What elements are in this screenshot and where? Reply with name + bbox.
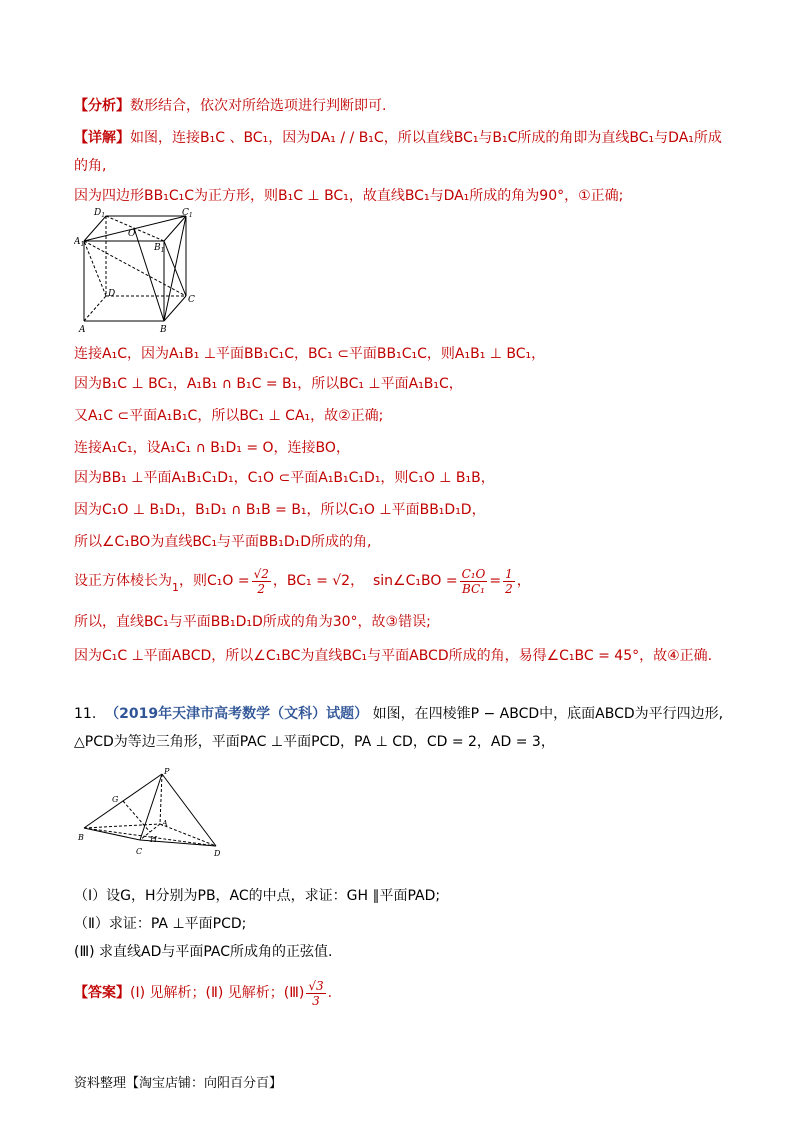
label-A: A bbox=[79, 325, 86, 335]
label-P: P bbox=[164, 767, 170, 776]
analysis-text: 数形结合，依次对所给选项进行判断即可. bbox=[130, 98, 387, 114]
detail-line-12: 所以，直线BC₁与平面BB₁D₁D所成的角为30°，故③错误; bbox=[74, 614, 431, 630]
answer-line bbox=[74, 976, 734, 1010]
question-3: (Ⅲ) 求直线AD与平面PAC所成角的正弦值. bbox=[74, 944, 333, 960]
detail-text-11b: 1 bbox=[172, 581, 179, 594]
label-O: O bbox=[128, 229, 136, 239]
fraction-sqrt2-over-2: $\frac{√2}{2}$ bbox=[253, 566, 269, 596]
label-D-pyr: D bbox=[214, 849, 221, 858]
detail-tag: 【详解】 bbox=[74, 130, 130, 146]
detail-text-11c: ，则C₁O = bbox=[179, 573, 250, 589]
detail-text-11a: 设正方体棱长为 bbox=[74, 573, 172, 589]
detail-text-1: 如图，连接B₁C 、BC₁，因为DA₁ / / B₁C，所以直线BC₁与B₁C所成的角即为直线BC₁与DA₁所成 bbox=[130, 130, 722, 146]
detail-text-11e: sin∠C₁BO = bbox=[373, 573, 458, 589]
problem-source: （2019年天津市高考数学（文科）试题） bbox=[105, 706, 369, 722]
analysis-tag: 【分析】 bbox=[74, 98, 130, 114]
problem-line-2: △PCD为等边三角形，平面PAC ⊥平面PCD，PA ⊥ CD，CD = 2，AD = 3， bbox=[74, 734, 555, 750]
analysis-line bbox=[74, 96, 734, 116]
label-C1: $C_1$ bbox=[182, 208, 193, 219]
detail-line-7: 连接A₁C₁，设A₁C₁ ∩ B₁D₁ = O，连接BO， bbox=[74, 440, 350, 456]
label-D1: $D_1$ bbox=[94, 208, 106, 219]
footer: 资料整理【淘宝店铺：向阳百分百】 bbox=[74, 1076, 283, 1091]
problem-number: 11. bbox=[74, 706, 97, 722]
label-D: D bbox=[108, 289, 116, 299]
label-H: H bbox=[150, 835, 157, 844]
detail-text-11g: ， bbox=[516, 573, 531, 589]
label-C: C bbox=[188, 295, 195, 305]
detail-text-11d: ，BC₁ = √2， bbox=[272, 573, 365, 589]
detail-line-3: 因为四边形BB₁C₁C为正方形，则B₁C ⊥ BC₁，故直线BC₁与DA₁所成的角为90°，①正确; bbox=[74, 188, 624, 204]
label-C-pyr: C bbox=[136, 847, 143, 856]
detail-line-5: 因为B₁C ⊥ BC₁，A₁B₁ ∩ B₁C = B₁，所以BC₁ ⊥平面A₁B₁C， bbox=[74, 376, 463, 392]
detail-line-11 bbox=[74, 566, 734, 603]
question-2: （Ⅱ）求证：PA ⊥平面PCD; bbox=[74, 916, 247, 932]
detail-line-6: 又A₁C ⊂平面A₁B₁C，所以BC₁ ⊥ CA₁，故②正确; bbox=[74, 408, 384, 424]
answer-text: (Ⅰ) 见解析；(Ⅱ) 见解析；(Ⅲ) bbox=[130, 985, 305, 1001]
answer-end: . bbox=[327, 985, 333, 1001]
detail-line-4: 连接A₁C，因为A₁B₁ ⊥平面BB₁C₁C，BC₁ ⊂平面BB₁C₁C，则A₁B₁ ⊥ BC₁， bbox=[74, 346, 546, 362]
label-A-pyr: A bbox=[162, 819, 168, 828]
detail-line-10: 所以∠C₁BO为直线BC₁与平面BB₁D₁D所成的角, bbox=[74, 534, 372, 550]
answer-tag: 【答案】 bbox=[74, 985, 130, 1001]
label-G: G bbox=[112, 795, 119, 804]
label-B: B bbox=[160, 325, 167, 335]
fraction-1-over-2: $\frac{1}{2}$ bbox=[505, 566, 513, 596]
answer-fraction: $\frac{√3}{3}$ bbox=[308, 978, 324, 1008]
fraction-c1o-over-bc1: $\frac{\text{C₁O}}{\text{BC₁}}$ bbox=[461, 566, 486, 596]
detail-line-8: 因为BB₁ ⊥平面A₁B₁C₁D₁，C₁O ⊂平面A₁B₁C₁D₁，则C₁O ⊥ B₁B， bbox=[74, 470, 495, 486]
label-B1: $B_1$ bbox=[154, 243, 165, 254]
detail-line-9: 因为C₁O ⊥ B₁D₁，B₁D₁ ∩ B₁B = B₁，所以C₁O ⊥平面BB₁D₁D， bbox=[74, 502, 486, 518]
detail-line-1 bbox=[74, 128, 734, 148]
detail-line-2: 的角, bbox=[74, 158, 107, 174]
detail-text-11f: = bbox=[489, 573, 502, 589]
problem-line-1 bbox=[74, 704, 734, 724]
detail-line-13: 因为C₁C ⊥平面ABCD，所以∠C₁BC为直线BC₁与平面ABCD所成的角，易得∠C₁BC = 45°，故④正确. bbox=[74, 648, 713, 664]
problem-text-1: 如图，在四棱锥P − ABCD中，底面ABCD为平行四边形, bbox=[372, 706, 724, 722]
pyramid-figure bbox=[74, 764, 234, 864]
question-1: （Ⅰ）设G，H分别为PB，AC的中点，求证：GH ∥平面PAD; bbox=[74, 888, 441, 904]
cube-figure bbox=[74, 206, 204, 336]
label-A1: $A_1$ bbox=[74, 237, 85, 248]
label-B-pyr: B bbox=[78, 833, 84, 842]
